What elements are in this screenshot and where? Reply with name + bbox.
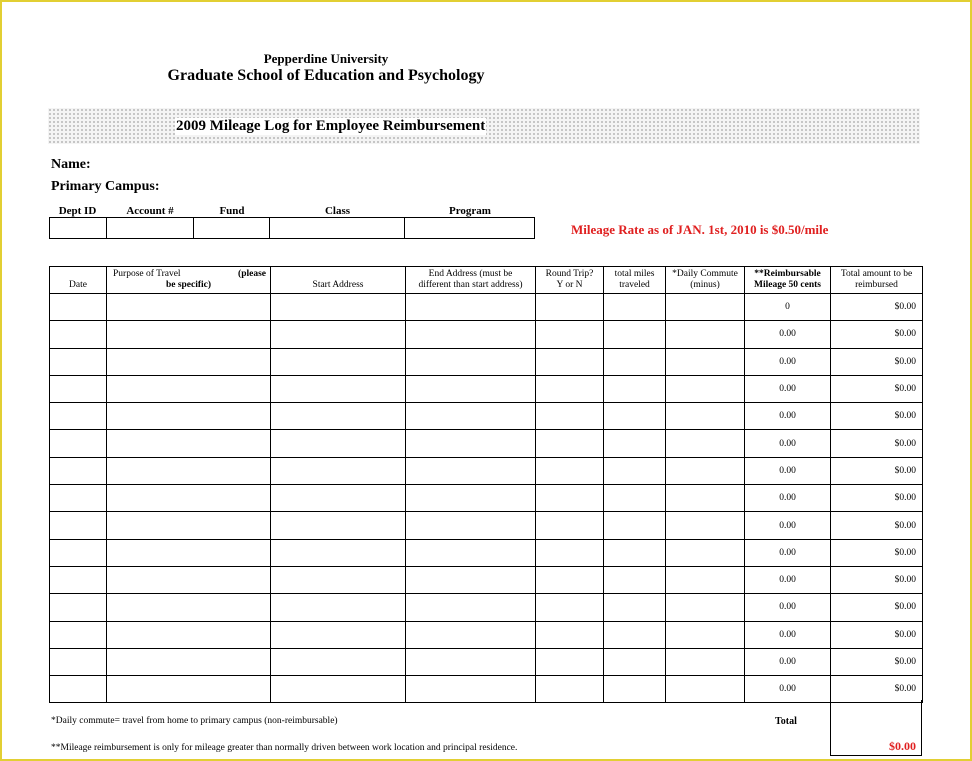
date-column-header: Date bbox=[50, 267, 107, 294]
reimbursed-amount-cell: $0.00 bbox=[831, 375, 923, 402]
end-address-cell[interactable] bbox=[406, 594, 536, 621]
start-address-cell[interactable] bbox=[271, 348, 406, 375]
start-address-cell[interactable] bbox=[271, 403, 406, 430]
reimbursed-amount-cell: $0.00 bbox=[831, 294, 923, 321]
total-miles-cell[interactable] bbox=[604, 321, 666, 348]
daily-commute-cell[interactable] bbox=[666, 485, 745, 512]
reimbursed-amount-cell: $0.00 bbox=[831, 594, 923, 621]
end-address-cell[interactable] bbox=[406, 430, 536, 457]
log-header-row bbox=[50, 267, 923, 294]
end-address-cell[interactable] bbox=[406, 648, 536, 675]
fund-header: Fund bbox=[219, 205, 245, 217]
end-address-cell[interactable] bbox=[406, 375, 536, 402]
round-trip-column-header: Round Trip? Y or N bbox=[536, 267, 604, 294]
total-miles-cell[interactable] bbox=[604, 375, 666, 402]
account-header: Account # bbox=[126, 205, 174, 217]
reimbursable-mileage-cell: 0.00 bbox=[745, 457, 831, 484]
mileage-reimbursement-footnote: **Mileage reimbursement is only for mileage greater than normally driven between work location and principal residence. bbox=[51, 743, 518, 753]
name-label: Name: bbox=[51, 157, 91, 172]
table-row bbox=[50, 566, 923, 593]
start-address-cell[interactable] bbox=[271, 621, 406, 648]
date-cell[interactable] bbox=[50, 321, 107, 348]
purpose-cell[interactable] bbox=[107, 294, 271, 321]
start-address-cell[interactable] bbox=[271, 294, 406, 321]
daily-commute-footnote: *Daily commute= travel from home to primary campus (non-reimbursable) bbox=[51, 716, 338, 726]
reimbursed-amount-cell: $0.00 bbox=[831, 676, 923, 703]
total-miles-cell[interactable] bbox=[604, 348, 666, 375]
reimbursable-mileage-cell: 0.00 bbox=[745, 512, 831, 539]
reimbursable-mileage-cell: 0.00 bbox=[745, 430, 831, 457]
table-row bbox=[50, 430, 923, 457]
round-trip-cell[interactable] bbox=[536, 457, 604, 484]
reimbursable-mileage-cell: 0.00 bbox=[745, 594, 831, 621]
date-cell[interactable] bbox=[50, 485, 107, 512]
end-address-cell[interactable] bbox=[406, 403, 536, 430]
end-address-cell[interactable] bbox=[406, 321, 536, 348]
start-address-cell[interactable] bbox=[271, 457, 406, 484]
reimbursed-amount-cell: $0.00 bbox=[831, 512, 923, 539]
reimbursed-amount-cell: $0.00 bbox=[831, 348, 923, 375]
table-row bbox=[50, 348, 923, 375]
start-address-cell[interactable] bbox=[271, 676, 406, 703]
end-address-cell[interactable] bbox=[406, 621, 536, 648]
end-address-cell[interactable] bbox=[406, 512, 536, 539]
date-cell[interactable] bbox=[50, 512, 107, 539]
reimbursable-mileage-cell: 0.00 bbox=[745, 403, 831, 430]
total-miles-cell[interactable] bbox=[604, 648, 666, 675]
end-address-cell[interactable] bbox=[406, 294, 536, 321]
class-header: Class bbox=[324, 205, 351, 217]
end-address-cell[interactable] bbox=[406, 457, 536, 484]
table-row bbox=[50, 485, 923, 512]
total-value: $0.00 bbox=[889, 739, 916, 753]
start-address-cell[interactable] bbox=[271, 539, 406, 566]
round-trip-cell[interactable] bbox=[536, 539, 604, 566]
fund-field[interactable] bbox=[194, 218, 270, 238]
class-field[interactable] bbox=[270, 218, 404, 238]
table-row bbox=[50, 294, 923, 321]
total-miles-cell[interactable] bbox=[604, 566, 666, 593]
program-header: Program bbox=[449, 205, 491, 217]
end-address-column-header: End Address (must be different than start address) bbox=[406, 267, 536, 294]
round-trip-cell[interactable] bbox=[536, 294, 604, 321]
start-address-cell[interactable] bbox=[271, 512, 406, 539]
reimbursable-mileage-cell: 0.00 bbox=[745, 621, 831, 648]
total-miles-cell[interactable] bbox=[604, 403, 666, 430]
total-miles-cell[interactable] bbox=[604, 594, 666, 621]
round-trip-cell[interactable] bbox=[536, 321, 604, 348]
round-trip-cell[interactable] bbox=[536, 676, 604, 703]
table-row bbox=[50, 375, 923, 402]
round-trip-cell[interactable] bbox=[536, 512, 604, 539]
school-name: Graduate School of Education and Psychology bbox=[167, 67, 485, 84]
daily-commute-cell[interactable] bbox=[666, 676, 745, 703]
program-field[interactable] bbox=[405, 218, 534, 238]
total-miles-cell[interactable] bbox=[604, 457, 666, 484]
end-address-cell[interactable] bbox=[406, 348, 536, 375]
purpose-cell[interactable] bbox=[107, 676, 271, 703]
daily-commute-cell[interactable] bbox=[666, 566, 745, 593]
table-row bbox=[50, 321, 923, 348]
reimbursable-mileage-cell: 0 bbox=[745, 294, 831, 321]
date-cell[interactable] bbox=[50, 566, 107, 593]
purpose-column-header: Purpose of Travel (please be specific) bbox=[107, 267, 271, 294]
purpose-cell[interactable] bbox=[107, 375, 271, 402]
university-name: Pepperdine University bbox=[263, 51, 389, 66]
account-row bbox=[49, 217, 535, 239]
round-trip-cell[interactable] bbox=[536, 621, 604, 648]
date-cell[interactable] bbox=[50, 457, 107, 484]
date-cell[interactable] bbox=[50, 539, 107, 566]
daily-commute-cell[interactable] bbox=[666, 430, 745, 457]
daily-commute-cell[interactable] bbox=[666, 648, 745, 675]
total-miles-cell[interactable] bbox=[604, 512, 666, 539]
dept-id-header: Dept ID bbox=[58, 205, 97, 217]
reimbursable-mileage-cell: 0.00 bbox=[745, 485, 831, 512]
end-address-cell[interactable] bbox=[406, 676, 536, 703]
start-address-cell[interactable] bbox=[271, 321, 406, 348]
table-row bbox=[50, 676, 923, 703]
reimbursed-amount-cell: $0.00 bbox=[831, 648, 923, 675]
start-address-column-header: Start Address bbox=[271, 267, 406, 294]
round-trip-cell[interactable] bbox=[536, 566, 604, 593]
reimbursed-amount-cell: $0.00 bbox=[831, 621, 923, 648]
reimbursable-mileage-cell: 0.00 bbox=[745, 648, 831, 675]
reimbursed-amount-cell: $0.00 bbox=[831, 539, 923, 566]
purpose-cell[interactable] bbox=[107, 539, 271, 566]
purpose-cell[interactable] bbox=[107, 648, 271, 675]
total-label: Total bbox=[775, 716, 797, 727]
date-cell[interactable] bbox=[50, 648, 107, 675]
date-cell[interactable] bbox=[50, 430, 107, 457]
purpose-cell[interactable] bbox=[107, 457, 271, 484]
primary-campus-label: Primary Campus: bbox=[51, 179, 160, 194]
reimbursed-amount-cell: $0.00 bbox=[831, 566, 923, 593]
mileage-log-table bbox=[49, 266, 923, 703]
round-trip-cell[interactable] bbox=[536, 485, 604, 512]
total-miles-cell[interactable] bbox=[604, 539, 666, 566]
log-table-body bbox=[50, 294, 923, 703]
end-address-cell[interactable] bbox=[406, 485, 536, 512]
reimbursable-mileage-cell: 0.00 bbox=[745, 676, 831, 703]
daily-commute-cell[interactable] bbox=[666, 348, 745, 375]
purpose-cell[interactable] bbox=[107, 621, 271, 648]
round-trip-cell[interactable] bbox=[536, 648, 604, 675]
form-title: 2009 Mileage Log for Employee Reimbursement bbox=[176, 118, 486, 134]
date-cell[interactable] bbox=[50, 294, 107, 321]
reimbursable-mileage-cell: 0.00 bbox=[745, 375, 831, 402]
total-miles-cell[interactable] bbox=[604, 430, 666, 457]
purpose-cell[interactable] bbox=[107, 348, 271, 375]
total-miles-column-header: total miles traveled bbox=[604, 267, 666, 294]
table-row bbox=[50, 594, 923, 621]
reimbursed-amount-cell: $0.00 bbox=[831, 485, 923, 512]
date-cell[interactable] bbox=[50, 621, 107, 648]
end-address-cell[interactable] bbox=[406, 539, 536, 566]
table-row bbox=[50, 403, 923, 430]
account-field[interactable] bbox=[107, 218, 195, 238]
table-row bbox=[50, 457, 923, 484]
purpose-cell[interactable] bbox=[107, 485, 271, 512]
date-cell[interactable] bbox=[50, 676, 107, 703]
purpose-cell[interactable] bbox=[107, 403, 271, 430]
reimbursed-amount-cell: $0.00 bbox=[831, 457, 923, 484]
date-cell[interactable] bbox=[50, 594, 107, 621]
round-trip-cell[interactable] bbox=[536, 375, 604, 402]
purpose-cell[interactable] bbox=[107, 512, 271, 539]
round-trip-cell[interactable] bbox=[536, 430, 604, 457]
reimbursed-amount-cell: $0.00 bbox=[831, 430, 923, 457]
daily-commute-cell[interactable] bbox=[666, 539, 745, 566]
start-address-cell[interactable] bbox=[271, 430, 406, 457]
total-miles-cell[interactable] bbox=[604, 485, 666, 512]
table-row bbox=[50, 648, 923, 675]
purpose-cell[interactable] bbox=[107, 430, 271, 457]
mileage-rate-notice: Mileage Rate as of JAN. 1st, 2010 is $0.50/mile bbox=[571, 222, 829, 237]
daily-commute-cell[interactable] bbox=[666, 321, 745, 348]
reimbursed-amount-cell: $0.00 bbox=[831, 321, 923, 348]
date-cell[interactable] bbox=[50, 375, 107, 402]
daily-commute-cell[interactable] bbox=[666, 403, 745, 430]
daily-commute-cell[interactable] bbox=[666, 594, 745, 621]
start-address-cell[interactable] bbox=[271, 375, 406, 402]
date-cell[interactable] bbox=[50, 403, 107, 430]
reimbursed-amount-cell: $0.00 bbox=[831, 403, 923, 430]
start-address-cell[interactable] bbox=[271, 594, 406, 621]
start-address-cell[interactable] bbox=[271, 485, 406, 512]
daily-commute-cell[interactable] bbox=[666, 375, 745, 402]
total-miles-cell[interactable] bbox=[604, 294, 666, 321]
total-miles-cell[interactable] bbox=[604, 676, 666, 703]
daily-commute-cell[interactable] bbox=[666, 457, 745, 484]
dept-id-field[interactable] bbox=[50, 218, 107, 238]
reimbursable-mileage-cell: 0.00 bbox=[745, 321, 831, 348]
purpose-cell[interactable] bbox=[107, 321, 271, 348]
daily-commute-cell[interactable] bbox=[666, 294, 745, 321]
start-address-cell[interactable] bbox=[271, 648, 406, 675]
start-address-cell[interactable] bbox=[271, 566, 406, 593]
end-address-cell[interactable] bbox=[406, 566, 536, 593]
round-trip-cell[interactable] bbox=[536, 403, 604, 430]
reimbursable-mileage-column-header: **Reimbursable Mileage 50 cents bbox=[745, 267, 831, 294]
total-miles-cell[interactable] bbox=[604, 621, 666, 648]
reimbursable-mileage-cell: 0.00 bbox=[745, 348, 831, 375]
table-row bbox=[50, 512, 923, 539]
reimbursable-mileage-cell: 0.00 bbox=[745, 539, 831, 566]
reimbursable-mileage-cell: 0.00 bbox=[745, 566, 831, 593]
daily-commute-column-header: *Daily Commute (minus) bbox=[666, 267, 745, 294]
date-cell[interactable] bbox=[50, 348, 107, 375]
purpose-cell[interactable] bbox=[107, 566, 271, 593]
daily-commute-cell[interactable] bbox=[666, 621, 745, 648]
daily-commute-cell[interactable] bbox=[666, 512, 745, 539]
round-trip-cell[interactable] bbox=[536, 594, 604, 621]
total-amount-column-header: Total amount to be reimbursed bbox=[831, 267, 923, 294]
round-trip-cell[interactable] bbox=[536, 348, 604, 375]
purpose-cell[interactable] bbox=[107, 594, 271, 621]
table-row bbox=[50, 539, 923, 566]
table-row bbox=[50, 621, 923, 648]
